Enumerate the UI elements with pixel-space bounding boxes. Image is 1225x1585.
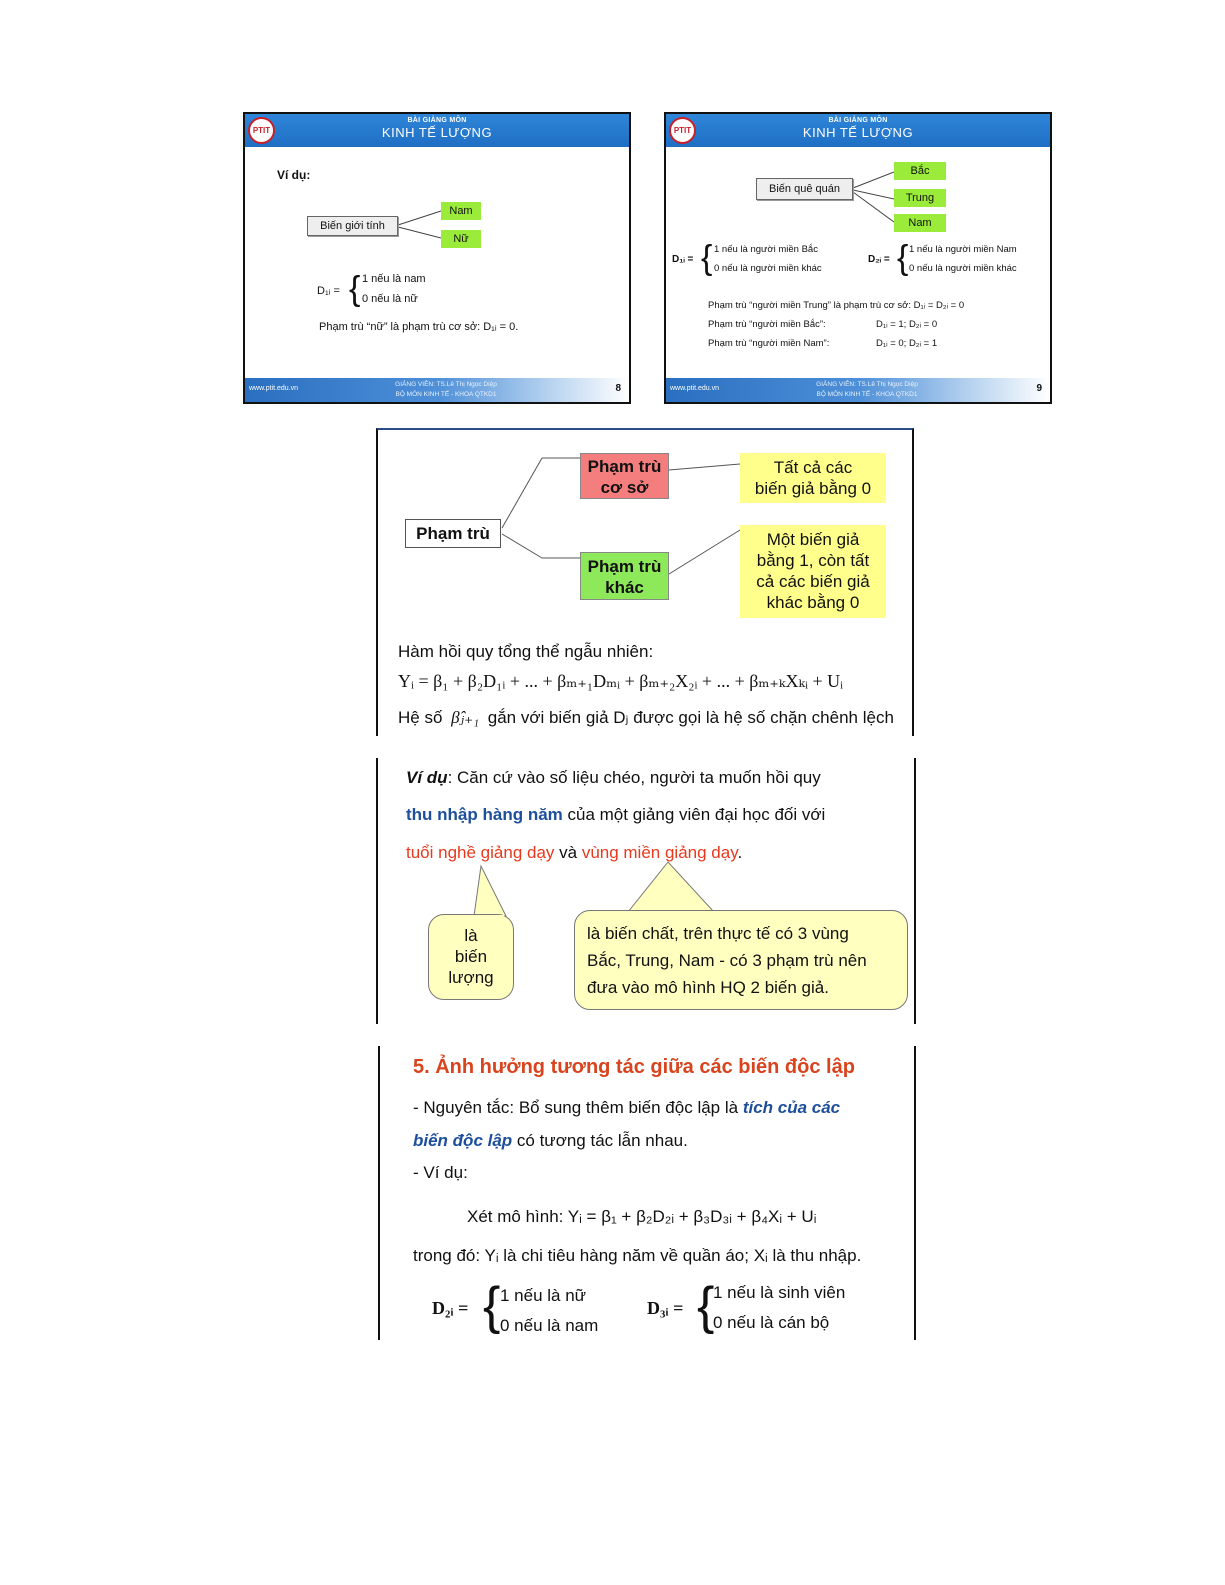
other-description-line4: khác bằng 0 — [766, 593, 860, 612]
dummy2-label: D₂ᵢ = — [868, 254, 890, 265]
rule-line-1 — [413, 1098, 840, 1118]
interaction-model: Xét mô hình: Yᵢ = β₁ + β₂D₂ᵢ + β₃D₃ᵢ + β₄Xᵢ + Uᵢ — [467, 1207, 817, 1226]
region-term: vùng miền giảng dạy — [581, 843, 738, 862]
d3-label: D₃ᵢ = — [647, 1298, 684, 1318]
example-label: Ví dụ: — [277, 168, 311, 182]
dummy-label: D₁ᵢ = — [317, 285, 340, 297]
page-number: 8 — [615, 383, 621, 394]
slide-9 — [664, 112, 1052, 404]
ptit-logo-icon: PTIT — [669, 117, 696, 144]
ptit-logo-icon: PTIT — [248, 117, 275, 144]
slide-footer — [245, 378, 629, 402]
slide-footer — [666, 378, 1050, 402]
north-category-label: Phạm trù “người miền Bắc”: — [708, 319, 826, 330]
department-name: BỘ MÔN KINH TẾ - KHOA QTKD1 — [395, 391, 497, 398]
other-category-box — [580, 552, 669, 600]
lecturer-name: GIẢNG VIÊN: TS.Lê Thị Ngọc Diệp — [816, 381, 918, 388]
coefficient-prefix: Hệ số — [398, 708, 443, 727]
rule-prefix: - Nguyên tắc: Bổ sung thêm biến độc lập là — [413, 1098, 743, 1117]
dummy1-value-zero: 0 nếu là người miền khác — [714, 263, 822, 274]
department-name: BỘ MÔN KINH TẾ - KHOA QTKD1 — [816, 391, 918, 398]
callout-pointer-joints — [378, 758, 914, 1024]
category-north: Bắc — [894, 162, 946, 180]
footer-lecturer — [792, 380, 942, 400]
south-category-label: Phạm trù “người miền Nam”: — [708, 338, 830, 349]
callout-right-line3: đưa vào mô hình HQ 2 biến giả. — [587, 978, 829, 997]
dummy-value-zero: 0 nếu là nữ — [362, 293, 418, 305]
period: . — [737, 843, 743, 862]
gender-tree-lines — [245, 114, 629, 402]
base-description-box — [740, 453, 886, 503]
base-description-line1: Tất cả các — [773, 458, 853, 477]
other-category-line1: Phạm trù — [587, 557, 662, 576]
example-panel — [376, 758, 916, 1024]
lecturer-name: GIẢNG VIÊN: TS.Lê Thị Ngọc Diệp — [395, 381, 497, 388]
rule-emphasis-1: tích của các — [742, 1098, 841, 1117]
course-subtitle: BÀI GIẢNG MÔN — [828, 117, 888, 124]
example-line2-text: của một giảng viên đại học đối với — [562, 805, 826, 824]
seniority-term: tuổi nghề giảng dạy — [406, 843, 555, 862]
interaction-where: trong đó: Yᵢ là chi tiêu hàng năm về quần áo; Xᵢ là thu nhập. — [413, 1246, 862, 1265]
dummy1-label: D₁ᵢ = — [672, 254, 694, 265]
callout-right-line1: là biến chất, trên thực tế có 3 vùng — [587, 924, 849, 943]
brace-icon: { — [349, 270, 361, 308]
interaction-example-label: - Ví dụ: — [413, 1163, 468, 1182]
brace-icon: { — [483, 1277, 501, 1335]
coefficient-note — [398, 708, 894, 728]
conjunction: và — [554, 843, 582, 862]
category-panel — [376, 428, 914, 736]
category-male: Nam — [441, 202, 481, 220]
d3-value-zero: 0 nếu là cán bộ — [713, 1313, 830, 1332]
other-description-line1: Một biến giả — [766, 530, 860, 549]
callout-left-line1: là — [464, 926, 478, 945]
example-label: Ví dụ — [406, 768, 448, 787]
gender-variable-box: Biến giới tính — [307, 216, 398, 236]
example-line1-text: : Căn cứ vào số liệu chéo, người ta muốn hồi quy — [447, 768, 821, 787]
dummy2-value-one: 1 nếu là người miền Nam — [909, 244, 1017, 255]
south-category-value: D₁ᵢ = 0; D₂ᵢ = 1 — [876, 338, 938, 349]
other-description-line2: bằng 1, còn tất — [756, 551, 870, 570]
base-category-note: Phạm trù “người miền Trung” là phạm trù cơ sở: D₁ᵢ = D₂ᵢ = 0 — [708, 300, 965, 311]
category-root-box: Phạm trù — [405, 519, 501, 548]
category-central: Trung — [894, 189, 946, 207]
footer-url: www.ptit.edu.vn — [249, 385, 299, 392]
base-category-line2: cơ sở — [600, 478, 649, 497]
callout-left-line2: biến — [454, 947, 488, 966]
d2-value-zero: 0 nếu là nam — [500, 1316, 599, 1335]
interaction-panel — [378, 1046, 916, 1340]
other-description-line3: cả các biến giả — [756, 572, 870, 591]
base-category-line1: Phạm trù — [587, 457, 662, 476]
callout-right-line2: Bắc, Trung, Nam - có 3 phạm trù nên — [587, 951, 867, 970]
brace-icon: { — [897, 239, 909, 277]
other-category-line2: khác — [605, 578, 644, 597]
dummy2-value-zero: 0 nếu là người miền khác — [909, 263, 1017, 274]
coefficient-suffix: gắn với biến giả Dⱼ được gọi là hệ số chặn chênh lệch — [487, 708, 894, 727]
brace-icon: { — [697, 1277, 715, 1335]
course-title: KINH TẾ LƯỢNG — [381, 125, 493, 140]
d2-label: D₂ᵢ = — [432, 1298, 469, 1318]
callout-left-line3: lượng — [448, 968, 494, 987]
base-category-note: Phạm trù “nữ” là phạm trù cơ sở: D₁ᵢ = 0. — [319, 321, 519, 333]
dummy-value-one: 1 nếu là nam — [362, 273, 426, 285]
course-subtitle: BÀI GIẢNG MÔN — [407, 117, 467, 124]
regression-title: Hàm hồi quy tổng thể ngẫu nhiên: — [398, 642, 654, 661]
base-category-box — [580, 453, 669, 499]
footer-url: www.ptit.edu.vn — [670, 385, 720, 392]
income-term: thu nhập hàng năm — [406, 805, 563, 824]
rule-line-2 — [413, 1131, 688, 1151]
section-title: 5. Ảnh hưởng tương tác giữa các biến độc lập — [413, 1056, 855, 1078]
category-south: Nam — [894, 214, 946, 232]
region-variable-box: Biến quê quán — [756, 178, 853, 200]
base-description-line2: biến giả bằng 0 — [754, 479, 872, 498]
category-female: Nữ — [441, 230, 481, 248]
other-description-box — [740, 525, 886, 618]
region-tree-lines — [666, 114, 1050, 402]
dummy1-value-one: 1 nếu là người miền Bắc — [714, 244, 818, 255]
rule-suffix: có tương tác lẫn nhau. — [512, 1131, 688, 1150]
course-title: KINH TẾ LƯỢNG — [802, 125, 914, 140]
slide-8 — [243, 112, 631, 404]
footer-lecturer — [371, 380, 521, 400]
d2-value-one: 1 nếu là nữ — [500, 1286, 587, 1305]
d3-value-one: 1 nếu là sinh viên — [713, 1283, 846, 1302]
rule-emphasis-2: biến độc lập — [413, 1131, 513, 1150]
regression-formula: Yᵢ = β₁ + β₂D₁ᵢ + ... + βₘ₊₁Dₘᵢ + βₘ₊₂X₂ᵢ + ... + βₘ₊ₖXₖᵢ + Uᵢ — [398, 671, 844, 691]
north-category-value: D₁ᵢ = 1; D₂ᵢ = 0 — [876, 319, 938, 330]
brace-icon: { — [701, 239, 713, 277]
page-number: 9 — [1036, 383, 1042, 394]
coefficient-symbol: β̂ⱼ₊₁ — [451, 708, 479, 727]
